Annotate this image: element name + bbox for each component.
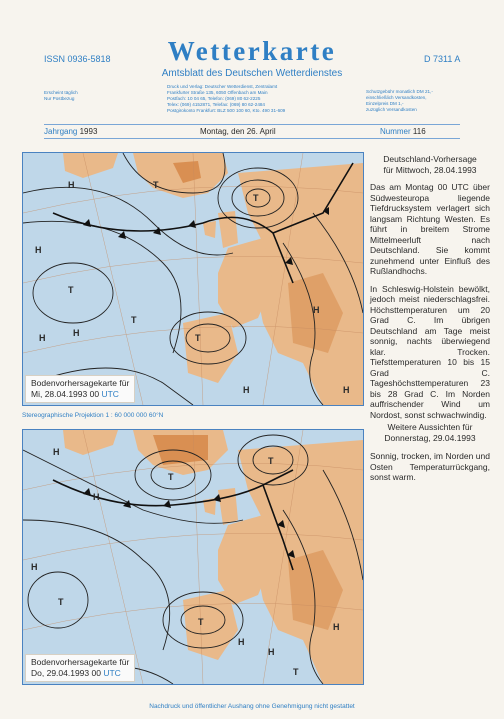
publisher-line: Druck und Verlag: Deutscher Wetterdienst, Zentralamt	[167, 84, 278, 89]
svg-text:T: T	[253, 193, 259, 203]
forecast-2-heading-date: Donnerstag, 29.04.1993	[384, 433, 476, 443]
map-projection-note: Stereographische Projektion 1 : 60 000 000 60°N	[22, 412, 164, 419]
forecast-1-paragraph: In Schleswig-Holstein bewölkt, jedoch meist niederschlagsfrei. Höchsttemperaturen um 20 Grad C. Im übrigen Deutschland am Tage meist sonnig, nachts überwiegend klar. Trocken. Tiefsttemperaturen 10 bis 15 Grad C. Tageshöchsttemperaturen 23 bis 28 Grad C. Im Norden auffrischender Wind um Nordost, sonst schwachwindig.	[370, 283, 490, 420]
page-subtitle: Amtsblatt des Deutschen Wetterdienstes	[161, 68, 343, 79]
map-1-caption-title: Bodenvorhersagekarte für	[31, 378, 130, 388]
forecast-1-heading-date: für Mittwoch, 28.04.1993	[383, 165, 477, 175]
issn-number: ISSN 0936-5818	[44, 54, 111, 64]
map-1-caption	[25, 375, 135, 403]
svg-text:T: T	[293, 667, 299, 677]
publisher-line: Telex: (069) 4152871, Telefax: (069) 80 62-2484	[167, 102, 265, 107]
svg-text:T: T	[198, 617, 204, 627]
map-2-caption-date-line	[31, 668, 129, 679]
forecast-1-paragraph: Das am Montag 00 UTC über Südwesteuropa liegende Tiefdrucksystem verlagert sich langsam Richtung Westen. Es führt in breitem Strome Mittelmeerluft nach Deutschland. Sie kommt zunehmend unter Einfluß des Rußlandhochs.	[370, 182, 490, 276]
svg-text:H: H	[68, 180, 75, 190]
svg-text:H: H	[93, 492, 100, 502]
number-label: Nummer	[380, 127, 411, 136]
price-line: Einzelpreis DM 1,-	[366, 101, 404, 106]
price-info	[366, 89, 466, 113]
svg-text:H: H	[243, 385, 250, 395]
svg-text:H: H	[35, 245, 42, 255]
publisher-line: Postgirokonto Frankfurt: BLZ 500 100 60, Kto. 490 31-609	[167, 108, 286, 113]
forecast-map-2	[22, 429, 364, 685]
header-rule-top	[44, 124, 460, 125]
publisher-info	[167, 84, 347, 114]
svg-text:H: H	[238, 637, 245, 647]
volume-year	[44, 127, 97, 136]
svg-text:H: H	[268, 647, 275, 657]
svg-text:H: H	[31, 562, 38, 572]
page-title: Wetterkarte	[167, 36, 337, 66]
volume-label: Jahrgang	[44, 127, 78, 136]
publication-frequency	[44, 90, 78, 102]
svg-text:T: T	[68, 285, 74, 295]
publisher-line: Postfach: 10 04 65, Telefon: (069) 80 62-2225	[167, 96, 261, 101]
frequency-line: Erscheint täglich	[44, 90, 78, 95]
forecast-1-heading-line: Deutschland-Vorhersage	[383, 154, 477, 164]
forecast-2-paragraph: Sonnig, trocken, im Norden und Osten Temperaturrückgang, sonst warm.	[370, 451, 490, 482]
svg-text:T: T	[195, 333, 201, 343]
svg-text:T: T	[268, 456, 274, 466]
copyright-notice: Nachdruck und öffentlicher Aushang ohne Genehmigung nicht gestattet	[149, 703, 355, 710]
svg-text:H: H	[73, 328, 80, 338]
forecast-1-heading	[366, 154, 494, 176]
price-line: einschließlich Versandkosten,	[366, 95, 427, 100]
svg-text:H: H	[333, 622, 340, 632]
issue-number	[380, 127, 426, 136]
map-1-caption-date: Mi, 28.04.1993 00	[31, 389, 100, 399]
forecast-2-heading-line: Weitere Aussichten für	[387, 422, 473, 432]
svg-text:H: H	[39, 333, 46, 343]
map-2-caption	[25, 654, 135, 682]
forecast-2-heading	[366, 422, 494, 444]
publication-code: D 7311 A	[424, 54, 461, 64]
issue-date: Montag, den 26. April	[200, 127, 276, 136]
number-value: 116	[412, 127, 426, 136]
header-rule-bottom	[44, 138, 460, 139]
forecast-1-text	[370, 182, 490, 427]
frequency-line: Nur Postbezug	[44, 96, 75, 101]
price-line: Schutzgebühr monatlich DM 21,-	[366, 89, 433, 94]
forecast-map-1	[22, 152, 364, 406]
price-line: zuzüglich Versandkosten	[366, 107, 417, 112]
map-1-drawing	[23, 153, 363, 405]
svg-text:H: H	[343, 385, 350, 395]
svg-text:T: T	[131, 315, 137, 325]
svg-text:H: H	[53, 447, 60, 457]
map-1-caption-unit: UTC	[101, 389, 119, 399]
forecast-2-text	[370, 451, 490, 490]
volume-value: 1993	[79, 127, 98, 136]
svg-text:H: H	[313, 305, 320, 315]
svg-text:T: T	[153, 180, 159, 190]
map-1-caption-date-line	[31, 389, 129, 400]
map-2-caption-date: Do, 29.04.1993 00	[31, 668, 101, 678]
svg-text:T: T	[58, 597, 64, 607]
map-2-caption-title: Bodenvorhersagekarte für	[31, 657, 130, 667]
publisher-line: Frankfurter Straße 135, 6050 Offenbach am Main	[167, 90, 268, 95]
svg-text:T: T	[168, 472, 174, 482]
map-2-caption-unit: UTC	[103, 668, 121, 678]
map-2-drawing	[23, 430, 363, 684]
